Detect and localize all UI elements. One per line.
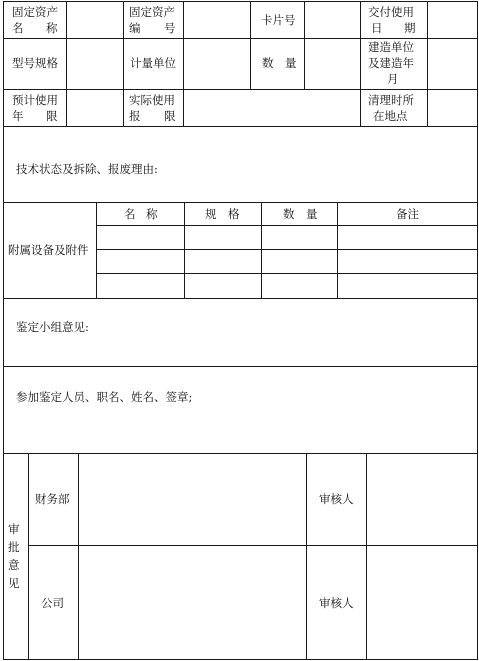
label-model: 型号规格 [12, 56, 58, 70]
rule-appr-c2 [78, 453, 79, 659]
rule-top-c3 [183, 1, 184, 126]
rule-attach-c2 [184, 202, 185, 298]
col-qty-2: 量 [306, 207, 318, 221]
label-built-a: 建造单位 [368, 40, 414, 54]
label-qty-2: 量 [285, 56, 297, 70]
col-spec-1: 规 [205, 207, 217, 221]
label-est-a: 预计使用 [12, 93, 58, 107]
label-approval-2: 批 [8, 540, 20, 554]
label-panel-opinion: 鉴定小组意见: [16, 320, 89, 334]
label-delivery-a: 交付使用 [368, 5, 414, 19]
label-attachments: 附属设备及附件 [8, 243, 89, 257]
rule-attach-2 [96, 273, 478, 274]
rule-top-c5 [304, 1, 305, 89]
rule-tech [3, 202, 478, 203]
label-loc-a: 清理时所 [368, 93, 414, 107]
rule-appr-c4 [366, 453, 367, 659]
label-asset-name-a: 固定资产 [12, 5, 58, 19]
rule-appr-c1 [28, 453, 29, 659]
rule-attach-end [3, 298, 478, 299]
rule-opinion [3, 366, 478, 367]
rule-attach-c1 [96, 202, 97, 298]
label-asset-no-a: 固定资产 [129, 5, 175, 19]
col-qty-1: 数 [283, 207, 295, 221]
label-reviewer-company: 审核人 [319, 596, 354, 610]
rule-participants [3, 453, 478, 454]
rule-top [3, 1, 478, 2]
label-tech-status: 技术状态及拆除、报废理由: [16, 162, 158, 176]
label-actual-b1: 报 [129, 109, 141, 123]
col-name-2: 称 [146, 207, 158, 221]
label-built-c: 月 [387, 72, 399, 86]
label-delivery-b1: 日 [371, 21, 383, 35]
label-asset-name-b2: 称 [46, 21, 58, 35]
label-qty-1: 数 [262, 56, 274, 70]
label-unit: 计量单位 [130, 56, 176, 70]
label-card-no: 卡片号 [261, 13, 296, 27]
label-company: 公司 [41, 596, 64, 610]
label-finance-dept: 财务部 [35, 492, 70, 506]
rule-top-c4 [250, 1, 251, 89]
rule-appr-c3 [306, 453, 307, 659]
label-asset-no-b2: 号 [164, 21, 176, 35]
rule-bottom [3, 659, 478, 660]
rule-top-c1 [66, 1, 67, 126]
label-est-b2: 限 [46, 109, 58, 123]
rule-top-c7 [427, 1, 428, 126]
rule-attach-1 [96, 249, 478, 250]
label-built-b: 及建造年 [368, 56, 414, 70]
rule-right [477, 1, 478, 660]
label-delivery-b2: 期 [404, 21, 416, 35]
rule-attach-head [96, 225, 478, 226]
rule-attach-c3 [261, 202, 262, 298]
rule-top-c2 [123, 1, 124, 126]
label-est-b1: 年 [12, 109, 24, 123]
rule-r3 [3, 126, 478, 127]
rule-attach-c4 [337, 202, 338, 298]
label-asset-no-b1: 编 [129, 21, 141, 35]
label-approval-3: 意 [8, 558, 20, 572]
col-spec-2: 格 [228, 207, 240, 221]
col-note: 备注 [396, 207, 419, 221]
label-participants: 参加鉴定人员、职名、姓名、签章; [16, 390, 193, 404]
col-name-1: 名 [124, 207, 136, 221]
label-approval-1: 审 [8, 522, 20, 536]
rule-r2 [3, 89, 478, 90]
rule-approval-mid [28, 545, 478, 546]
label-actual-b2: 限 [164, 109, 176, 123]
rule-top-c6 [360, 1, 361, 126]
label-loc-b: 在地点 [373, 109, 408, 123]
label-asset-name-b1: 名 [12, 21, 24, 35]
label-approval-4: 见 [8, 576, 20, 590]
label-reviewer-finance: 审核人 [319, 492, 354, 506]
label-actual-a: 实际使用 [129, 93, 175, 107]
rule-left [3, 1, 4, 660]
